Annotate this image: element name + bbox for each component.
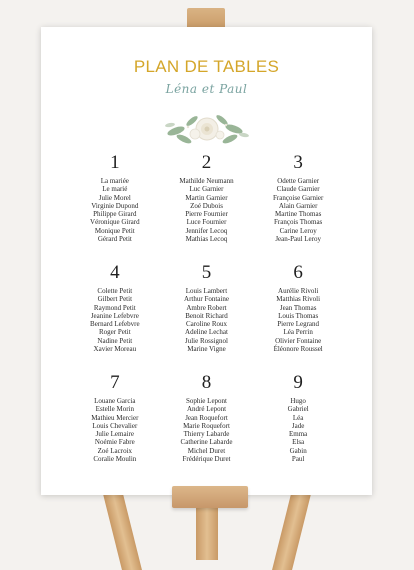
guest-name: Jeanine Lefebvre (90, 311, 139, 320)
guest-name: Roger Petit (98, 328, 131, 337)
guest-name: Léa (292, 413, 304, 422)
guest-name: Alain Garnier (278, 201, 318, 210)
guest-name: Monique Petit (94, 226, 135, 235)
guest-name: Louis Thomas (278, 311, 319, 320)
easel-leg-left (102, 490, 142, 570)
guest-name: Philippe Girard (93, 210, 137, 219)
guest-name: Odette Garnier (277, 177, 320, 185)
guest-name: Frédérique Duret (182, 455, 231, 464)
guest-name: Le marié (102, 185, 128, 194)
guest-name: Louis Lambert (185, 287, 228, 295)
guest-name: Gérard Petit (97, 235, 132, 244)
table-number: 4 (110, 262, 120, 283)
guest-name: André Lepont (186, 405, 227, 414)
table-number: 8 (201, 372, 212, 393)
guest-name: Julie Lemaire (95, 430, 134, 439)
table-3 (252, 149, 344, 259)
table-1 (69, 149, 161, 259)
guest-name: Françoise Garnier (272, 193, 324, 202)
table-number: 1 (110, 152, 120, 173)
guest-name: Coralie Moulin (93, 455, 137, 464)
guest-name: Louane Garcia (94, 397, 136, 405)
guest-name: Caroline Roux (185, 320, 227, 329)
guest-name: Jade (291, 421, 305, 430)
easel-leg-right (272, 490, 312, 570)
guest-name: Pierre Fournier (185, 210, 228, 219)
floral-decoration (164, 109, 250, 149)
guest-name: Bernard Lefebvre (90, 320, 140, 329)
guest-name: Adeline Lechat (185, 328, 228, 337)
guest-name: Gilbert Petit (97, 295, 133, 304)
poster-subtitle: Léna et Paul (165, 82, 248, 96)
guest-name: Elsa (292, 438, 305, 447)
guest-name: Jean Thomas (279, 303, 317, 312)
guest-name: Ambre Robert (186, 303, 227, 312)
table-2 (161, 149, 253, 259)
guest-name: Benoit Richard (185, 311, 228, 320)
guest-name: Catherine Labarde (180, 438, 233, 447)
guest-name: François Thomas (274, 218, 323, 227)
easel-leg-center (196, 500, 218, 560)
table-8 (161, 369, 253, 479)
guest-name: Raymond Petit (93, 303, 136, 312)
guest-name: Martine Thomas (274, 210, 322, 219)
table-number: 5 (201, 262, 212, 283)
guest-name: Estelle Morin (95, 405, 134, 414)
guest-name: Mathieu Mercier (91, 413, 139, 422)
guest-name: Jennifer Lecoq (185, 226, 228, 235)
guest-name: Nadine Petit (97, 336, 133, 345)
easel-tray (172, 486, 248, 508)
guest-name: Arthur Fontaine (184, 295, 229, 304)
table-number: 7 (110, 372, 120, 393)
guest-name: Jean-Paul Leroy (275, 235, 321, 244)
table-4 (69, 259, 161, 369)
table-9 (252, 369, 344, 479)
guest-name: Gabriel (287, 405, 309, 414)
guest-name: Marie Roquefort (183, 421, 230, 430)
guest-name: Hugo (290, 397, 306, 405)
guest-name: Jean Roquefort (185, 413, 228, 422)
guest-name: Mathilde Neumann (179, 177, 234, 185)
guest-name: Virginie Dupond (91, 201, 139, 210)
guest-name: Louis Chevalier (92, 421, 138, 430)
guest-name: Mathias Lecoq (185, 235, 228, 244)
guest-name: Martin Garnier (185, 193, 228, 202)
guest-name: Paul (291, 455, 305, 464)
guest-name: Sophie Lepont (185, 397, 227, 405)
table-number: 9 (293, 372, 303, 393)
guest-name: Luce Fournier (186, 218, 227, 227)
guest-name: Claude Garnier (276, 185, 320, 194)
guest-name: Olivier Fontaine (275, 336, 322, 345)
guest-name: Marine Vigne (187, 345, 226, 354)
guest-name: Luc Garnier (189, 185, 224, 194)
table-number: 6 (293, 262, 303, 283)
guest-name: Emma (289, 430, 308, 439)
guest-name: Colette Petit (97, 287, 133, 295)
guest-name: Pierre Legrand (277, 320, 320, 329)
tables-grid (69, 149, 344, 479)
guest-name: Léa Perrin (283, 328, 313, 337)
guest-name: Gabin (289, 446, 307, 455)
guest-name: Aurélie Rivoli (278, 287, 319, 295)
guest-name: Éléonore Roussel (273, 345, 323, 354)
guest-name: Matthias Rivoli (276, 295, 321, 304)
guest-name: Xavier Moreau (93, 345, 137, 354)
guest-name: La mariée (100, 177, 129, 185)
guest-name: Carine Leroy (279, 226, 317, 235)
guest-name: Noémie Fabre (94, 438, 135, 447)
table-5 (161, 259, 253, 369)
seating-plan-poster (41, 27, 372, 495)
guest-name: Zoé Dubois (190, 201, 223, 210)
guest-name: Véronique Girard (90, 218, 140, 227)
table-number: 2 (201, 152, 212, 173)
poster-title: PLAN DE TABLES (133, 57, 280, 76)
table-number: 3 (293, 152, 303, 173)
table-7 (69, 369, 161, 479)
guest-name: Michel Duret (187, 446, 226, 455)
table-6 (252, 259, 344, 369)
guest-name: Zoé Lacroix (97, 446, 133, 455)
guest-name: Thierry Labarde (183, 430, 230, 439)
guest-name: Julie Morel (98, 193, 131, 202)
guest-name: Julie Rossignol (185, 336, 228, 345)
